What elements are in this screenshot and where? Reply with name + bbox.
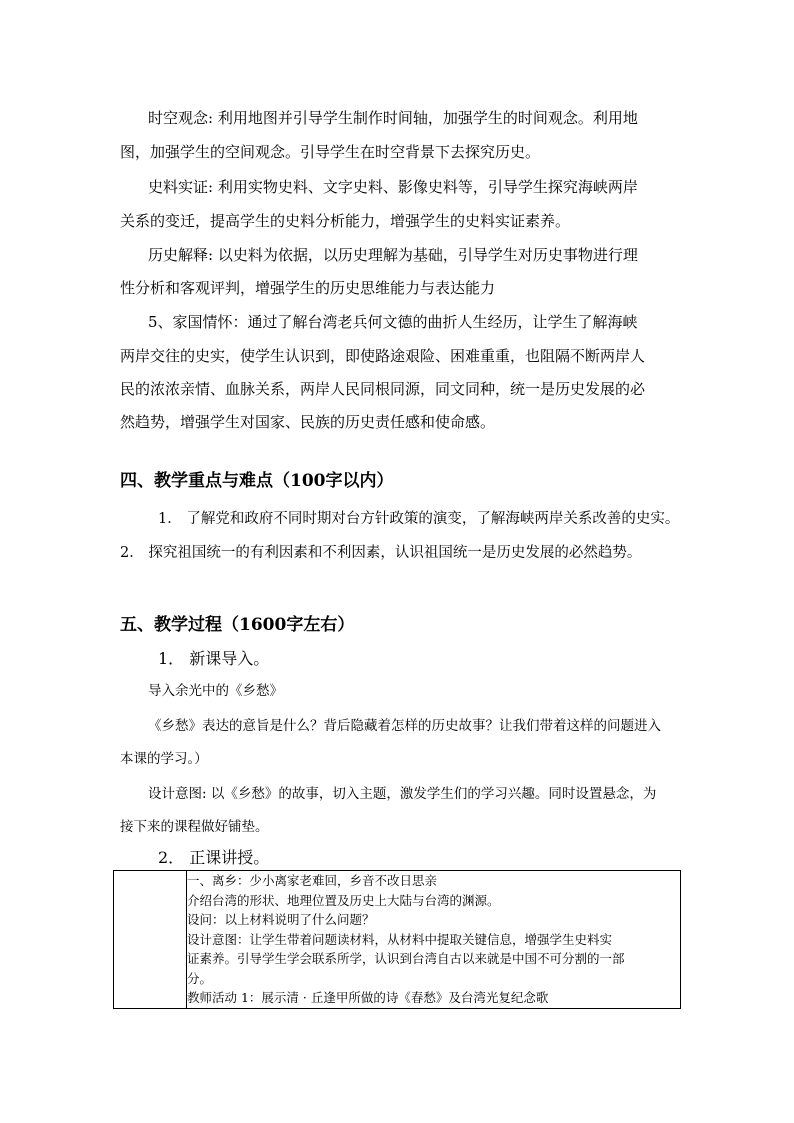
table-line-6: 分。 (187, 970, 213, 986)
table-line-1: 一、离乡：少小离家老难回，乡音不改日思亲 (187, 873, 438, 888)
table-line-5: 证素养。引导学生学会联系所学，认识到台湾自古以来就是中国不可分割的一部 (187, 951, 625, 966)
design-intent-line-1: 设计意图: 以《乡愁》的故事，切入主题，激发学生们的学习兴趣。同时设置悬念，为 (148, 786, 657, 802)
key-point-item-2: 2． 探究祖国统一的有利因素和不利因素，认识祖国统一是历史发展的必然趋势。 (120, 545, 642, 561)
evidence-line-1: 史料实证: 利用实物史料、文字史料、影像史料等，引导学生探究海峡两岸 (148, 178, 638, 196)
table-line-3: 设问：以上材料说明了什么问题？ (187, 912, 375, 927)
table-line-4: 设计意图：让学生带着问题读材料，从材料中提取关键信息，增强学生史料实 (187, 931, 613, 947)
table-line-2: 介绍台湾的形状、地理位置及历史上大陆与台湾的渊源。 (187, 892, 500, 908)
table-row (114, 871, 681, 1009)
spacetime-line-2: 图，加强学生的空间观念。引导学生在时空背景下去探究历史。 (120, 143, 541, 161)
question-line-1: 《乡愁》表达的意旨是什么？背后隐藏着怎样的历史故事？让我们带着这样的问题进入 (148, 718, 661, 734)
step-2-title: 2． 正课讲授。 (158, 848, 270, 867)
stage-cell (114, 871, 187, 1009)
spacetime-line-1: 时空观念: 利用地图并引导学生制作时间轴，加强学生的时间观念。利用地 (148, 109, 638, 127)
interpretation-line-1: 历史解释: 以史料为依据，以历史理解为基础，引导学生对历史事物进行理 (148, 246, 638, 264)
question-line-2: 本课的学习。） (120, 751, 208, 767)
patriotism-line-3: 民的浓浓亲情、血脉关系，两岸人民同根同源，同文同种，统一是历史发展的必 (120, 380, 646, 398)
section-5-heading: 五、教学过程（1600字左右） (120, 615, 355, 635)
teaching-process-table (113, 870, 681, 1009)
content-cell (187, 871, 681, 1009)
patriotism-line-2: 两岸交往的史实，使学生认识到，即使路途艰险、困难重重，也阻隔不断两岸人 (120, 347, 646, 365)
patriotism-line-1: 5、家国情怀：通过了解台湾老兵何文德的曲折人生经历，让学生了解海峡 (148, 313, 638, 331)
patriotism-line-4: 然趋势，增强学生对国家、民族的历史责任感和使命感。 (120, 413, 496, 431)
interpretation-line-2: 性分析和客观评判，增强学生的历史思维能力与表达能力 (120, 279, 496, 297)
evidence-line-2: 关系的变迁，提高学生的史料分析能力，增强学生的史料实证素养。 (120, 212, 571, 230)
design-intent-line-2: 接下来的课程做好铺垫。 (120, 819, 269, 835)
step-1-title: 1． 新课导入。 (158, 649, 270, 668)
intro-line: 导入余光中的《乡愁》 (148, 683, 283, 699)
table-line-7: 教师活动 1：展示清 · 丘逢甲所做的诗《春愁》及台湾光复纪念歌 (187, 990, 549, 1005)
section-4-heading: 四、教学重点与难点（100字以内） (120, 471, 394, 491)
key-point-item-1: 1． 了解党和政府不同时期对台方针政策的演变，了解海峡两岸关系改善的史实。 (158, 511, 680, 527)
